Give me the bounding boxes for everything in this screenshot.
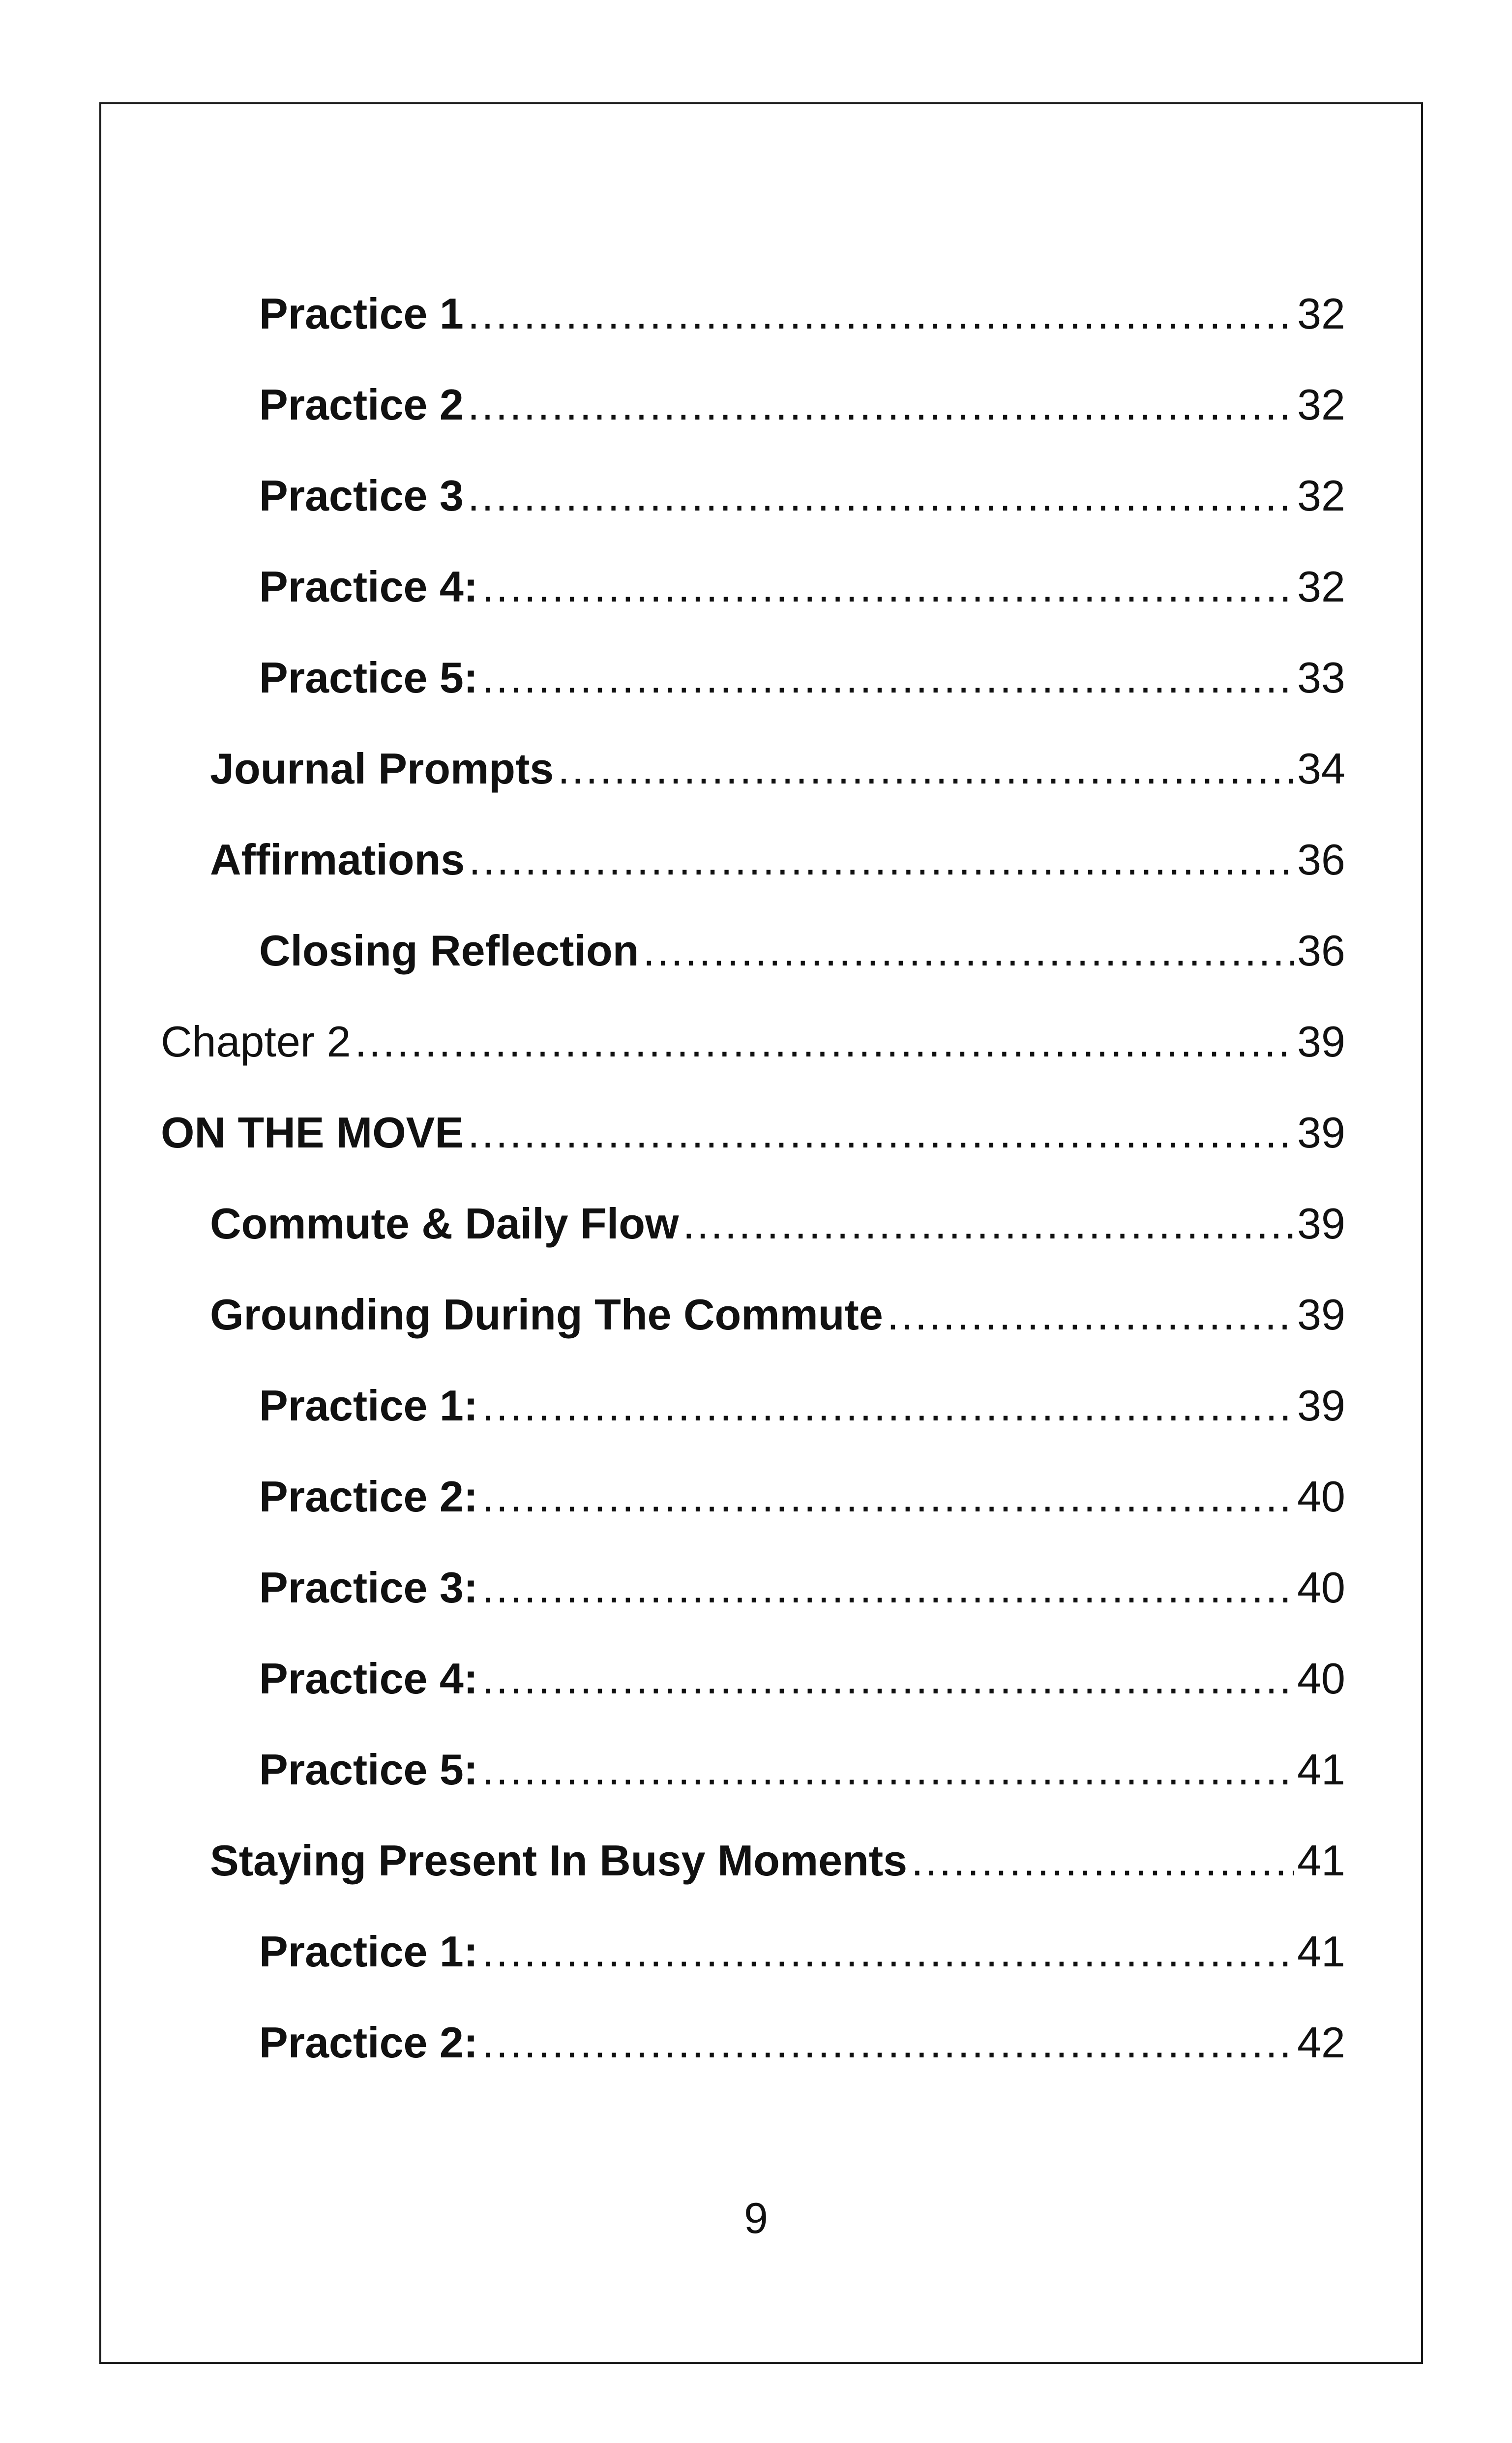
toc-entry-page-number: 36 — [1297, 835, 1345, 884]
toc-dot-leader — [887, 1269, 1294, 1360]
toc-entry-practice-1[interactable] — [161, 268, 1345, 359]
toc-entry-chapter-2[interactable] — [161, 996, 1345, 1087]
page-number: 9 — [744, 2194, 768, 2242]
toc-dot-leader — [468, 268, 1294, 359]
toc-entry-page-number: 33 — [1297, 653, 1345, 702]
toc-entry-title: Practice 1 — [259, 289, 464, 338]
toc-entry-title: Practice 3: — [259, 1563, 478, 1612]
toc-dot-leader — [482, 1997, 1294, 2088]
toc-dot-leader — [482, 1360, 1294, 1451]
toc-entry-title: Practice 1: — [259, 1927, 478, 1976]
toc-dot-leader — [468, 450, 1294, 541]
toc-entry-page-number: 40 — [1297, 1472, 1345, 1521]
toc-entry-page-number: 41 — [1297, 1836, 1345, 1885]
toc-entry-page-number: 40 — [1297, 1654, 1345, 1703]
toc-entry-page-number: 32 — [1297, 562, 1345, 611]
toc-entry-on-the-move[interactable] — [161, 1087, 1345, 1178]
toc-entry-title: Practice 2 — [259, 380, 464, 429]
toc-dot-leader — [482, 632, 1294, 723]
toc-entry-title: ON THE MOVE — [161, 1108, 464, 1157]
toc-entry-page-number: 39 — [1297, 1108, 1345, 1157]
toc-entry-busy-practice-1[interactable] — [161, 1906, 1345, 1997]
toc-entry-practice-3[interactable] — [161, 450, 1345, 541]
toc-entry-title: Practice 1: — [259, 1381, 478, 1430]
toc-entry-commute-daily-flow[interactable] — [161, 1178, 1345, 1269]
toc-entry-title: Journal Prompts — [210, 744, 554, 793]
toc-entry-affirmations[interactable] — [161, 814, 1345, 905]
toc-entry-title: Practice 5: — [259, 1745, 478, 1794]
toc-entry-page-number: 41 — [1297, 1927, 1345, 1976]
toc-entry-commute-practice-3[interactable] — [161, 1542, 1345, 1633]
toc-dot-leader — [482, 1633, 1294, 1724]
toc-dot-leader — [558, 723, 1294, 814]
toc-entry-page-number: 32 — [1297, 471, 1345, 520]
toc-dot-leader — [482, 541, 1294, 632]
toc-entry-title: Practice 5: — [259, 653, 478, 702]
toc-entry-page-number: 32 — [1297, 380, 1345, 429]
toc-dot-leader — [468, 359, 1294, 450]
toc-entry-title: Affirmations — [210, 835, 465, 884]
toc-entry-page-number: 42 — [1297, 2018, 1345, 2067]
toc-dot-leader — [482, 1542, 1294, 1633]
toc-dot-leader — [355, 996, 1294, 1087]
toc-entry-grounding-during-commute[interactable] — [161, 1269, 1345, 1360]
toc-entry-title: Staying Present In Busy Moments — [210, 1836, 908, 1885]
toc-dot-leader — [482, 1724, 1294, 1815]
toc-entry-commute-practice-2[interactable] — [161, 1451, 1345, 1542]
toc-entry-title: Grounding During The Commute — [210, 1290, 883, 1339]
toc-entry-page-number: 36 — [1297, 926, 1345, 975]
toc-entry-page-number: 39 — [1297, 1199, 1345, 1248]
toc-entry-commute-practice-5[interactable] — [161, 1724, 1345, 1815]
toc-dot-leader — [682, 1178, 1294, 1269]
toc-entry-title: Practice 4: — [259, 1654, 478, 1703]
toc-entry-page-number: 40 — [1297, 1563, 1345, 1612]
toc-entry-commute-practice-1[interactable] — [161, 1360, 1345, 1451]
toc-entry-title: Closing Reflection — [259, 926, 639, 975]
toc-entry-title: Practice 3 — [259, 471, 464, 520]
toc-dot-leader — [911, 1815, 1294, 1906]
toc-dot-leader — [482, 1906, 1294, 1997]
toc-entry-page-number: 39 — [1297, 1290, 1345, 1339]
toc-entry-practice-5[interactable] — [161, 632, 1345, 723]
table-of-contents — [161, 268, 1345, 2088]
toc-entry-page-number: 41 — [1297, 1745, 1345, 1794]
toc-dot-leader — [643, 905, 1295, 996]
toc-entry-staying-present[interactable] — [161, 1815, 1345, 1906]
toc-entry-title: Practice 4: — [259, 562, 478, 611]
toc-entry-title: Chapter 2 — [161, 1017, 351, 1066]
toc-dot-leader — [469, 814, 1294, 905]
toc-entry-page-number: 39 — [1297, 1017, 1345, 1066]
toc-entry-title: Commute & Daily Flow — [210, 1199, 679, 1248]
toc-entry-closing-reflection[interactable] — [161, 905, 1345, 996]
toc-entry-page-number: 39 — [1297, 1381, 1345, 1430]
toc-entry-journal-prompts[interactable] — [161, 723, 1345, 814]
toc-entry-page-number: 34 — [1297, 744, 1345, 793]
toc-entry-title: Practice 2: — [259, 1472, 478, 1521]
toc-entry-practice-2[interactable] — [161, 359, 1345, 450]
toc-entry-commute-practice-4[interactable] — [161, 1633, 1345, 1724]
toc-entry-practice-4[interactable] — [161, 541, 1345, 632]
toc-entry-page-number: 32 — [1297, 289, 1345, 338]
toc-entry-busy-practice-2[interactable] — [161, 1997, 1345, 2088]
toc-dot-leader — [482, 1451, 1294, 1542]
toc-entry-title: Practice 2: — [259, 2018, 478, 2067]
toc-dot-leader — [468, 1087, 1294, 1178]
